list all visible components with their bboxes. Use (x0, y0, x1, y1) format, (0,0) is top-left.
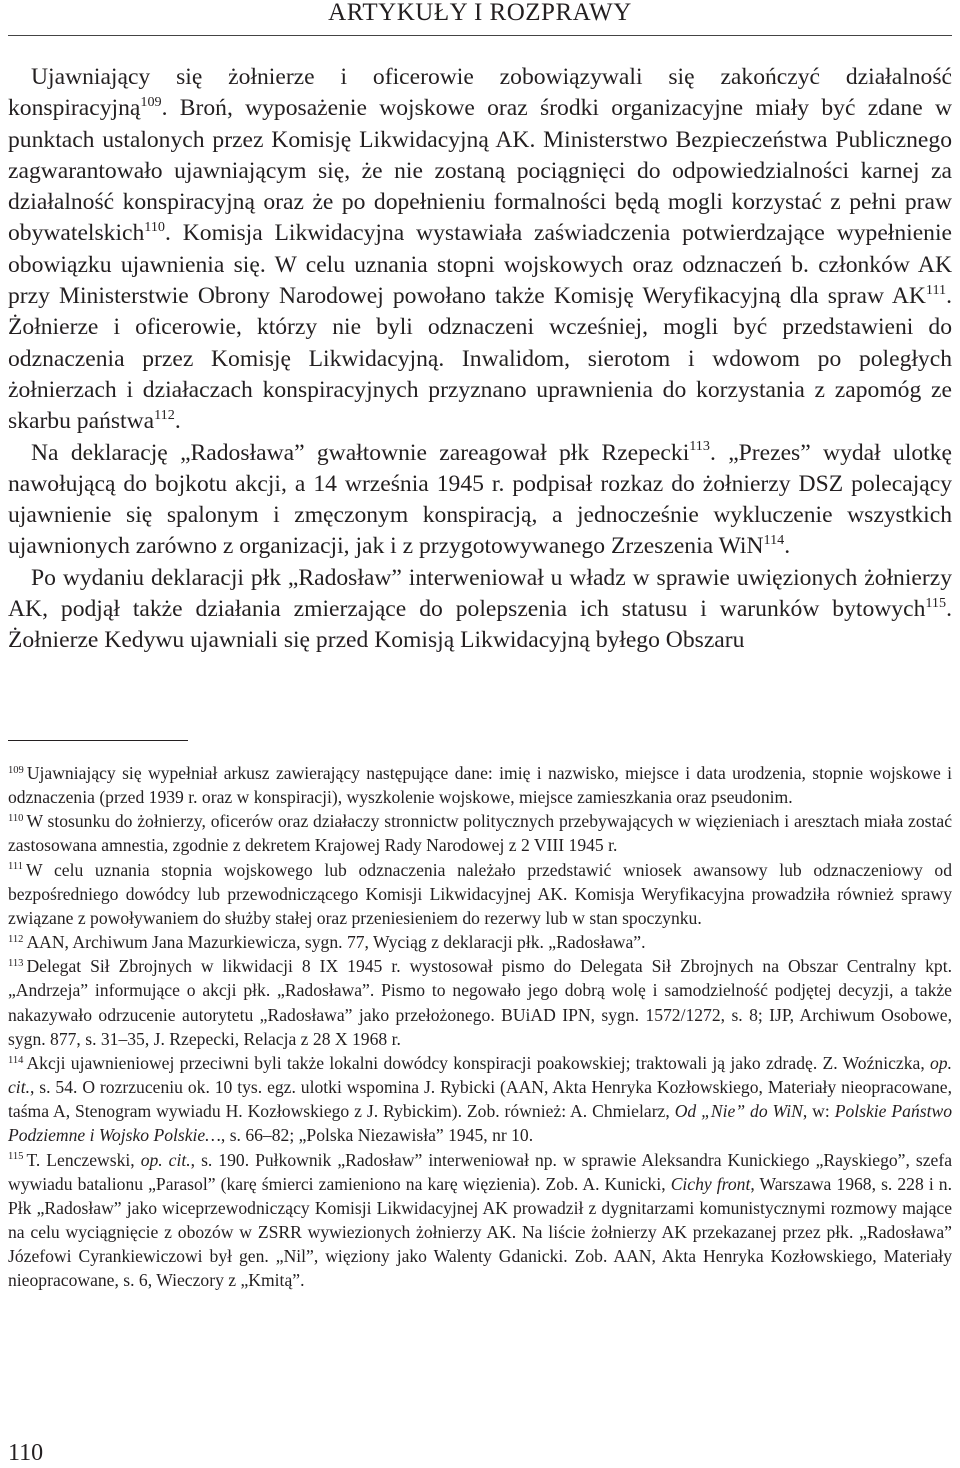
page-number: 110 (8, 1440, 44, 1466)
header-rule (8, 35, 952, 36)
footnote-text: , Warszawa 1968, s. 228 i n. Płk „Radosław” jako wiceprzewodniczący Komisji Likwidacyjnej AK prowadził z dygnitarzami komunistycznymi rozmowy mające na celu wyciągnięcie z obozów w ZSRR wywiezionych żołnierzy AK. Na liście żołnierzy AK przekazanej przez płk. „Radosława” Józefowi Cyrankiewiczowi był gen. „Nil”, więziony jako Walenty Gdanicki. Zob. AAN, Akta Henryka Kozłowskiego, Materiały nieopracowane, s. 6, Wieczory z „Kmitą”. (8, 1173, 952, 1291)
paragraph-2 (8, 438, 952, 563)
footnote-ref-115[interactable]: 115 (925, 594, 947, 611)
footnote-109 (8, 761, 952, 809)
running-header: ARTYKUŁY I ROZPRAWY (328, 0, 632, 26)
text-run: . Komisja Likwidacyjna wystawiała zaświadczenia potwierdzające wypełnienie obowiązku ujawnienia się. W celu uznania stopni wojskowych oraz odznaczeń b. członków AK przy Ministerstwie Obrony Narodowej powołano także Komisję Weryfikacyjną dla spraw AK (8, 220, 952, 310)
footnote-text: T. Lenczewski, (26, 1149, 141, 1170)
text-run: . Broń, wyposażenie wojskowe oraz środki organizacyjne miały być zdane w punktach ustalonych przez Komisję Likwidacyjną AK. Ministerstwo Bezpieczeństwa Publicznego zagwarantowało ujawniającym się, że nie zostaną pociągnięci do odpowiedzialności karnej za działalność konspiracyjną oraz że po dopełnieniu formalności będą mogli korzystać z pełni praw obywatelskich (8, 95, 952, 247)
footnote-ref-110[interactable]: 110 (144, 219, 166, 236)
footnote-110 (8, 809, 952, 857)
footnotes (8, 761, 952, 1292)
footnote-number: 109 (8, 764, 24, 776)
footnote-text: Delegat Sił Zbrojnych w likwidacji 8 IX 1945 r. wystosował pismo do Delegata Sił Zbrojnych na Obszar Centralny kpt. „Andrzeja” informujące o akcji płk. „Radosława”. Pismo to negowało jego dobrą wolę i samodzielność podjętej decyzji, a także nakazywało odrzucenie autorytetu „Radosława” jako przełożonego. BUiAD IPN, sygn. 1572/1272, s. 8; IJP, Archiwum Osobowe, sygn. 877, s. 31–35, J. Rzepecki, Relacja z 28 X 1968 r. (8, 956, 952, 1049)
footnote-113 (8, 954, 952, 1051)
footnote-115 (8, 1148, 952, 1293)
footnote-text: , s. 66–82; „Polska Niezawisła” 1945, nr 10. (220, 1125, 534, 1146)
footnote-ref-111[interactable]: 111 (925, 281, 947, 298)
footnote-text: , s. 54. O rozrzuceniu ok. 10 tys. egz. ulotki wspomina J. Rybicki (AAN, Akta Henryka Kozłowskiego, Materiały nieopracowane, taśma A, Stenogram wywiadu H. Kozłowskiego z J. Rybickim). Zob. również: A. Chmielarz, (8, 1077, 952, 1122)
footnote-separator (8, 740, 188, 741)
paragraph-1 (8, 62, 952, 438)
italic-citation: op. cit. (140, 1149, 191, 1170)
main-text (8, 62, 952, 657)
footnote-number: 113 (8, 957, 24, 969)
footnote-text: W stosunku do żołnierzy, oficerów oraz działaczy stronnictw politycznych przebywających w więzieniach i aresztach miała zostać zastosowana amnestia, zgodnie z dekretem Krajowej Rady Narodowej z 2 VIII 1945 r. (8, 811, 952, 856)
text-run: Po wydaniu deklaracji płk „Radosław” interweniował u władz w sprawie uwięzionych żołnierzy AK, podjął także działania zmierzające do polepszenia ich statusu i warunków bytowych (8, 564, 952, 623)
text-run: Ujawniający się żołnierze i oficerowie zobowiązywali się zakończyć działalność konspiracyjną (8, 64, 952, 122)
italic-citation: op. cit. (8, 1052, 952, 1098)
footnote-text: , w: (802, 1101, 835, 1122)
footnote-ref-109[interactable]: 109 (140, 94, 162, 111)
footnote-ref-114[interactable]: 114 (763, 532, 785, 549)
footnote-number: 110 (8, 812, 24, 824)
footnote-number: 114 (8, 1054, 24, 1066)
text-run: . (784, 533, 791, 560)
footnote-111 (8, 858, 952, 930)
footnote-text: AAN, Archiwum Jana Mazurkiewicza, sygn. 77, Wyciąg z deklaracji płk. „Radosława”. (26, 932, 646, 953)
footnote-text: Akcji ujawnieniowej przeciwni byli także lokalni dowódcy konspiracji poakowskiej; traktowali ją jako zdradę. Z. Woźniczka, (26, 1052, 930, 1073)
text-run: . „Prezes” wydał ulotkę nawołującą do bojkotu akcji, a 14 września 1945 r. podpisał rozkaz do żołnierzy DSZ polecający ujawnienie się spalonym i zmęczonym konspiracją, a jednocześnie wykluczenie wszystkich ujawnionych zarówno z organizacji, jak i z przygotowywanego Zrzeszenia WiN (8, 439, 952, 560)
italic-title: Od „Nie” do WiN (674, 1101, 803, 1122)
paragraph-3 (8, 563, 952, 657)
text-run: . Żołnierze Kedywu ujawniali się przed Komisją Likwidacyjną byłego Obszaru (8, 596, 952, 654)
footnote-text: W celu uznania stopnia wojskowego lub odznaczenia należało przedstawić wniosek awansowy lub odznaczeniowy od bezpośredniego dowódcy lub przewodniczącego Komisji Likwidacyjnej AK. Komisja Weryfikacyjna prowadziła również sprawy związane z powoływaniem do służby stałej oraz przeniesieniem do rezerwy lub w stan spoczynku. (8, 859, 952, 928)
italic-title: Polskie Państwo Podziemne i Wojsko Polskie… (8, 1101, 953, 1146)
footnote-text: Ujawniający się wypełniał arkusz zawierający następujące dane: imię i nazwisko, miejsce i data urodzenia, stopnie wojskowe i odznaczenia (przed 1939 r. oraz w konspiracji), wyszkolenie wojskowe, miejsce zamieszkania oraz pseudonim. (8, 763, 952, 808)
footnote-text: , s. 190. Pułkownik „Radosław” interweniował np. w sprawie Aleksandra Kunickiego „Rayskiego”, szefa wywiadu batalionu „Parasol” (karę śmierci zamieniono na karę więzienia). Zob. A. Kunicki, (8, 1149, 952, 1194)
text-run: Na deklarację „Radosława” gwałtownie zareagował płk Rzepecki (31, 439, 690, 466)
footnote-ref-112[interactable]: 112 (154, 407, 175, 424)
footnote-number: 111 (8, 861, 24, 873)
text-run: . (174, 408, 181, 435)
footnote-number: 115 (8, 1151, 24, 1163)
footnote-number: 112 (8, 933, 24, 945)
text-run: . Żołnierze i oficerowie, którzy nie byli odznaczeni wcześniej, mogli być przedstawieni do odznaczenia przez Komisję Likwidacyjną. Inwalidom, sierotom i wdowom po poległych żołnierzach i działaczach konspiracyjnych przyznano uprawnienia do korzystania z zapomóg ze skarbu państwa (8, 283, 952, 435)
footnote-112 (8, 930, 952, 954)
footnote-114 (8, 1051, 952, 1148)
footnote-ref-113[interactable]: 113 (689, 438, 710, 455)
italic-title: Cichy front (670, 1173, 751, 1194)
